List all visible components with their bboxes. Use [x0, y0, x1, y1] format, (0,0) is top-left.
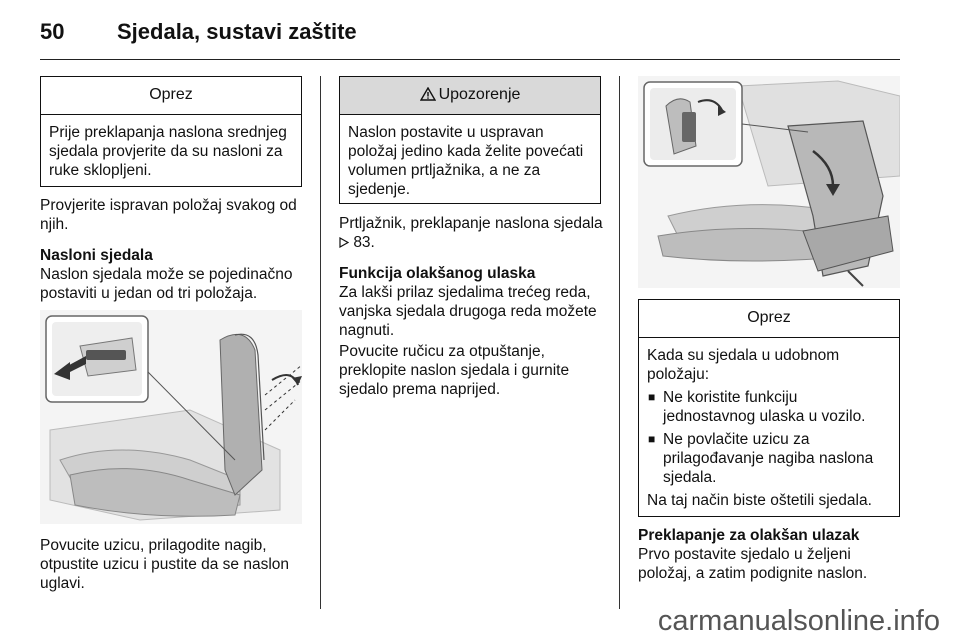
easy-entry-drawing [638, 76, 900, 288]
warning-box [339, 76, 601, 204]
reference-triangle-icon [339, 237, 349, 248]
warning-text: Naslon postavite u uspravan položaj jedino kada želite povećati volumen prtljažnika, a ne za sjedenje. [348, 124, 584, 198]
warning-triangle-icon [420, 87, 436, 101]
watermark: carmanualsonline.info [657, 605, 940, 637]
seat-recline-illustration [40, 310, 302, 524]
paragraph: Provjerite ispravan položaj svakog od njih. [40, 197, 297, 233]
caution-box-1 [40, 76, 302, 187]
cross-reference-paragraph [339, 214, 607, 252]
caution-title: Oprez [639, 300, 899, 338]
caution-body [639, 338, 899, 516]
paragraph: Naslon sjedala može se pojedinačno postaviti u jedan od tri položaja. [40, 266, 293, 302]
bullet-item [647, 430, 891, 487]
bullet-square-icon: ■ [648, 432, 656, 446]
paragraph: Povucite ručicu za otpuštanje, preklopite naslon sjedala i gurnite sjedalo prema naprijed. [339, 343, 570, 398]
caution-outro: Na taj način biste oštetili sjedala. [647, 492, 872, 509]
bullet-square-icon: ■ [648, 390, 656, 404]
column-divider-1 [320, 76, 321, 609]
section-heading: Preklapanje za olakšan ulazak [638, 527, 860, 544]
section-heading: Nasloni sjedala [40, 247, 153, 264]
page-title: Sjedala, sustavi zaštite [117, 19, 357, 44]
bullet-text: Ne povlačite uzicu za prilagođavanje nagiba naslona sjedala. [663, 431, 874, 486]
caution-text: Prije preklapanja naslona srednjeg sjedala provjerite da su nasloni za ruke sklopljeni. [49, 124, 287, 179]
paragraph: Za lakši prilaz sjedalima trećeg reda, vanjska sjedala drugoga reda možete nagnuti. [339, 284, 597, 339]
warning-title: Upozorenje [438, 86, 521, 103]
illustration-caption: Povucite uzicu, prilagodite nagib, otpustite uzicu i pustite da se naslon uglavi. [40, 537, 290, 592]
easy-entry-illustration [638, 76, 900, 288]
bullet-text: Ne koristite funkciju jednostavnog ulaska u vozilo. [663, 389, 866, 425]
caution-title: Oprez [41, 77, 301, 115]
page-number: 50 [40, 19, 65, 44]
caution-box-2 [638, 299, 900, 517]
paragraph: Prvo postavite sjedalo u željeni položaj, a zatim podignite naslon. [638, 546, 868, 582]
paragraph: Prtljažnik, preklapanje naslona sjedala [339, 215, 603, 232]
reference-page-link[interactable]: 83. [353, 234, 375, 251]
warning-header [340, 77, 600, 115]
bullet-item [647, 388, 891, 426]
header-rule [40, 59, 900, 60]
column-divider-2 [619, 76, 620, 609]
caution-intro: Kada su sjedala u udobnom položaju: [647, 347, 840, 383]
section-heading: Funkcija olakšanog ulaska [339, 265, 536, 282]
seat-recline-drawing [40, 310, 302, 524]
